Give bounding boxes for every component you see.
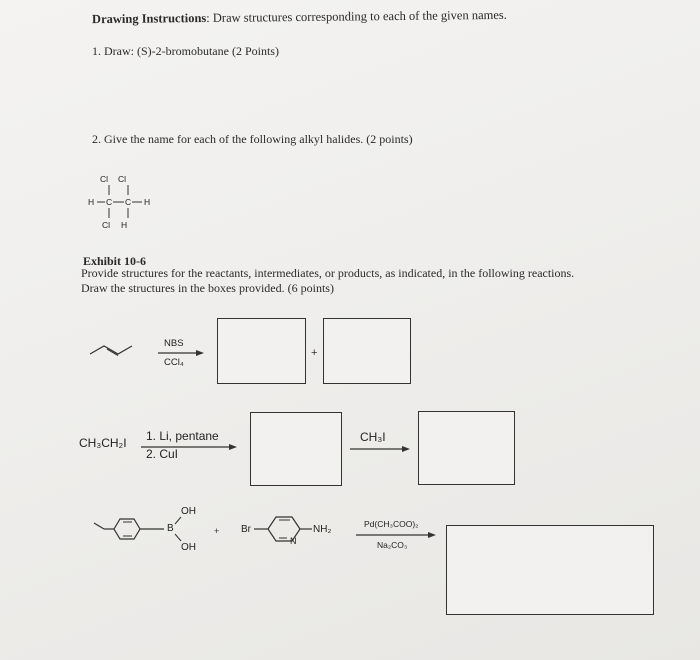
reaction2-reagent-2: CH₃I <box>360 430 386 444</box>
boron-oh-top: OH <box>181 506 196 517</box>
reaction1-arrow <box>158 349 204 357</box>
question-2: 2. Give the name for each of the following alkyl halides. (2 points) <box>92 132 413 146</box>
reaction3-reagent-bottom: Na₂CO₃ <box>377 540 408 550</box>
reaction2-reagent-top: 1. Li, pentane <box>146 429 219 443</box>
cl-top-1: Cl <box>100 174 109 184</box>
reaction3-reagent-top: Pd(CH₃COO)₂ <box>364 519 419 529</box>
reaction3-plus: + <box>214 526 220 536</box>
reaction1-reagent-bottom: CCl₄ <box>164 357 184 368</box>
exhibit-title: Exhibit 10-6 <box>83 254 147 268</box>
h-left: H <box>88 197 95 207</box>
reaction3-arrow <box>356 531 436 539</box>
cl-top-2: Cl <box>118 174 127 184</box>
amino-label: NH₂ <box>313 524 332 535</box>
boron-atom: B <box>167 523 174 534</box>
instructions-label: Drawing Instructions <box>91 10 207 27</box>
pyridine-n-label: N <box>290 536 297 546</box>
boron-oh-bottom: OH <box>181 542 196 553</box>
reaction1-plus: + <box>311 347 318 359</box>
cl-bottom: Cl <box>102 220 111 230</box>
reaction2-reactant: CH₃CH₂I <box>79 436 127 450</box>
exhibit-instructions-line-2: Draw the structures in the boxes provided. (6 points) <box>81 281 334 295</box>
reaction2-arrow-2 <box>350 445 410 453</box>
exhibit-instructions-line-1: Provide structures for the reactants, intermediates, or products, as indicated, in the following reactions. <box>81 266 575 280</box>
alkyl-halide-structure <box>84 170 174 230</box>
bromo-label: Br <box>241 524 251 535</box>
reaction1-reagent-top: NBS <box>164 338 184 349</box>
reaction3-product-box[interactable] <box>446 525 654 615</box>
reaction2-intermediate-box[interactable] <box>250 412 342 486</box>
c-1: C <box>106 197 113 207</box>
h-right: H <box>144 197 151 207</box>
reaction1-product-box-1[interactable] <box>217 318 306 384</box>
alkene-skeletal-structure <box>88 338 140 360</box>
c-2: C <box>125 197 132 207</box>
reaction2-product-box[interactable] <box>418 411 515 485</box>
instructions-text: : Draw structures corresponding to each of the given names. <box>206 7 507 25</box>
h-bottom: H <box>121 220 128 230</box>
question-1: 1. Draw: (S)-2-bromobutane (2 Points) <box>92 44 279 58</box>
reaction1-product-box-2[interactable] <box>323 318 411 384</box>
reaction2-reagent-bottom: 2. CuI <box>146 447 179 461</box>
drawing-instructions <box>92 8 507 27</box>
